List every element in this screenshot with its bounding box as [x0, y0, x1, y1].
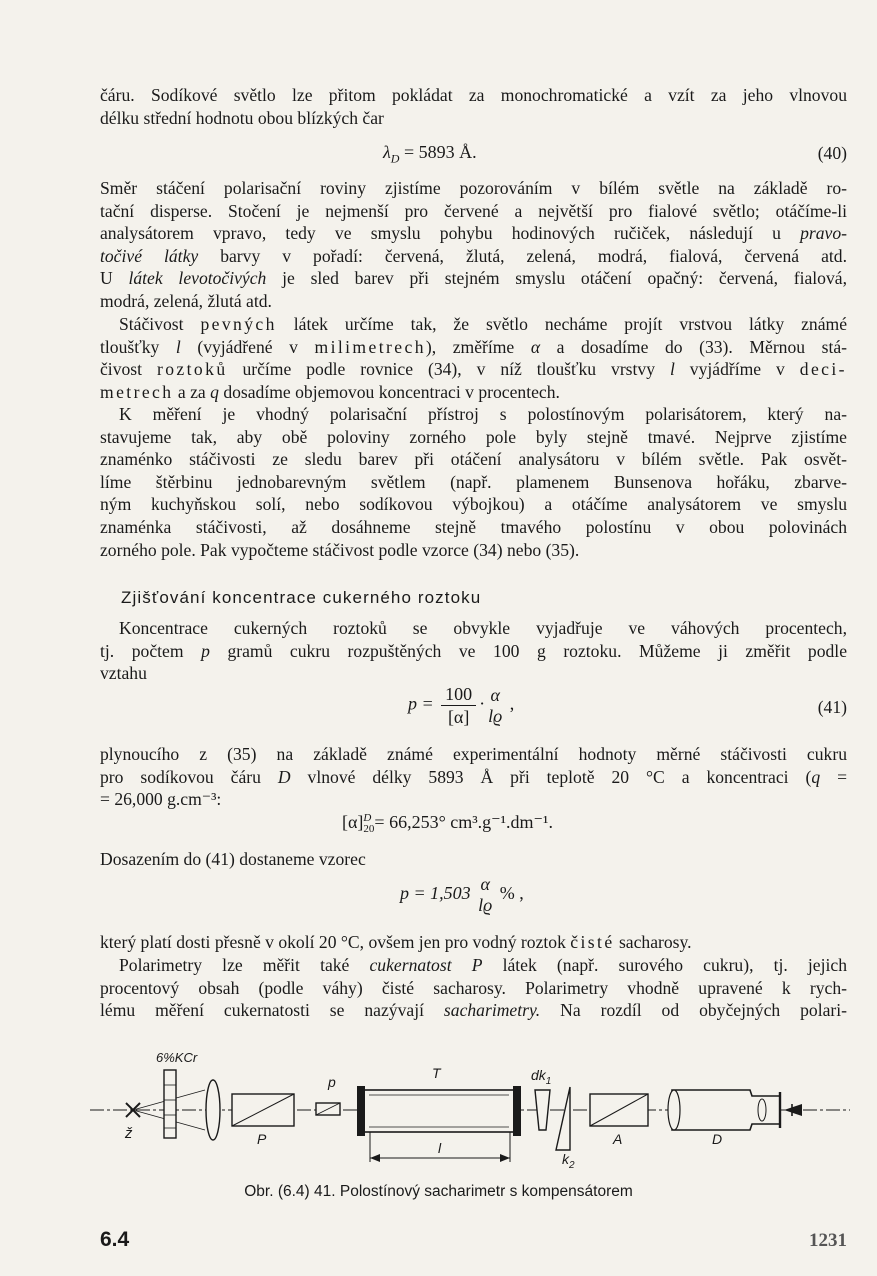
text-line: [100, 222, 847, 245]
text-line: délku střední hodnotu obou blízkých čar: [100, 107, 384, 128]
text-line: Koncentrace cukerných roztoků se obvykle vyjadřuje ve váhových procentech,: [119, 618, 847, 638]
paragraph-7: [100, 848, 847, 871]
text-line: tační disperse. Stočení je nejmenší pro červené a největší pro fialové světlo; otáčíme-li: [100, 200, 847, 221]
text-span: barvy v pořadí: červená, žlutá, zelená, modrá, fialová, červená atd.: [220, 245, 847, 266]
spaced-text: pevných: [200, 314, 277, 334]
text-span: tloušťky: [100, 336, 160, 357]
fraction: [478, 874, 492, 916]
emphasis: točivé látky: [100, 245, 199, 266]
label-length: l: [438, 1140, 442, 1156]
text-span: (vyjádřené v: [197, 336, 298, 357]
spaced-text: metrech: [100, 381, 174, 402]
paragraph-3: [100, 313, 847, 403]
variable: q: [811, 766, 821, 787]
fraction: [488, 685, 502, 727]
label-source: ž: [125, 1125, 133, 1142]
denominator: lϱ: [488, 705, 503, 726]
text-line: [100, 358, 847, 381]
emphasis: sacharimetry.: [443, 1000, 541, 1021]
superscript: D: [363, 811, 372, 824]
label-half-shade: p: [328, 1074, 336, 1090]
text-span: Na rozdíl od obyčejných polari-: [560, 1000, 847, 1021]
label-telescope: D: [712, 1131, 723, 1147]
compensator-wedge-1: [535, 1090, 550, 1130]
section-heading: Zjišťování koncentrace cukerného roztoku: [121, 588, 482, 607]
telescope: [668, 1090, 792, 1130]
text-line: ným kuchyňskou solí, nebo sodíkovou výbojkou) a otáčíme analysátorem ve smyslu: [100, 494, 847, 515]
text-line: [100, 245, 847, 268]
equation-lhs: [α]: [342, 812, 364, 832]
variable: D: [277, 766, 291, 787]
paragraph-5: [100, 617, 847, 685]
text-span: je sled barev při stejném smyslu otáčení opačný: červená, fialová,: [282, 268, 847, 289]
text-line: [100, 640, 847, 663]
variable: α: [530, 336, 541, 357]
label-subscript: 2: [569, 1160, 575, 1170]
paragraph-8: [100, 931, 847, 954]
text-span: sacharosy.: [618, 932, 692, 952]
label-tube: T: [432, 1065, 441, 1081]
label-polarizer: P: [257, 1131, 267, 1147]
emphasis: látek levotočivých: [128, 268, 267, 289]
text-span: analysátorem vpravo, tedy ve smyslu pohybu hodinových ručiček, následují u: [100, 223, 781, 244]
denominator: [α]: [447, 707, 470, 727]
dot-operator: ·: [479, 693, 486, 714]
subscript: 20: [363, 822, 375, 835]
spaced-text: milimetrech: [314, 336, 426, 357]
text-span: a dosadíme do (33). Měrnou stá-: [556, 336, 848, 357]
text-span: dosadíme objemovou koncentraci v procentech.: [223, 381, 560, 402]
label-text: dk: [531, 1067, 546, 1083]
paragraph-2: [100, 177, 847, 313]
equation-number: (41): [817, 697, 847, 717]
equation-p: [400, 874, 524, 916]
section-number: 6.4: [100, 1228, 130, 1251]
subscript: D: [390, 151, 400, 166]
punctuation: ,: [509, 693, 515, 714]
variable: l: [175, 336, 181, 357]
spaced-text: roztoků: [156, 359, 228, 380]
text-line: líme štěrbinu jednobarevným světlem (např. plamenem Bunsenova hořáku, zbarve-: [100, 471, 847, 492]
text-line: vztahu: [100, 663, 147, 684]
variable: q: [210, 381, 219, 402]
equation-rhs: = 66,253° cm³.g⁻¹.dm⁻¹.: [374, 812, 553, 832]
text-line: zorného pole. Pak vypočteme stáčivost podle vzorce (34) nebo (35).: [100, 539, 580, 560]
observer-arrow: [784, 1104, 802, 1116]
label-text: k: [562, 1151, 569, 1167]
spaced-text: deci-: [799, 359, 847, 380]
text-span: tj. počtem: [100, 640, 184, 661]
equation-lhs: p =: [408, 693, 434, 714]
text-span: Polarimetry lze měřit také: [119, 955, 350, 975]
text-span: vlnové délky 5893 Å při teplotě 20 °C a koncentraci (: [307, 766, 812, 787]
text-line: K měření je vhodný polarisační přístroj s polostínovým polarisátorem, který na-: [119, 404, 847, 424]
text-line: procentový obsah (podle váhy) čisté sacharosy. Polarimetry vhodně upravené k rych-: [100, 977, 847, 998]
text-span: =: [837, 766, 848, 787]
polarizer-prism: [232, 1094, 294, 1126]
text-span: určíme podle rovnice (34), v níž tloušťku vrstvy: [242, 359, 656, 380]
label-analyzer: A: [613, 1131, 623, 1147]
label-compensator-2: [562, 1151, 575, 1170]
text-line: [100, 766, 847, 789]
numerator: α: [490, 684, 500, 705]
label-compensator-1: [531, 1067, 551, 1087]
figure-caption: Obr. (6.4) 41. Polostínový sacharimetr s kompensátorem: [244, 1183, 633, 1200]
variable: l: [669, 359, 675, 380]
saccharimeter-diagram: [80, 1040, 860, 1170]
text-span: gramů cukru rozpuštěných ve 100 g roztoku. Můžeme ji změřit podle: [227, 640, 848, 661]
equation-specific-rotation: [342, 812, 553, 835]
text-line: stavujeme tak, aby obě poloviny zorného pole byly stejně tmavé. Nejprve zjistíme: [100, 426, 847, 447]
compensator-wedge-2: [556, 1087, 570, 1150]
condenser-lens: [206, 1080, 220, 1140]
text-line: modrá, zelená, žlutá atd.: [100, 290, 272, 311]
text-line: plynoucího z (35) na základě známé experimentální hodnoty měrné stáčivosti cukru: [100, 744, 847, 764]
text-span: a za: [177, 381, 206, 402]
emphasis: pravo-: [800, 223, 847, 244]
equation-lhs: p = 1,503: [400, 883, 471, 904]
text-span: Stáčivost: [119, 314, 184, 334]
filter-cuvette: [164, 1070, 176, 1138]
fraction: [441, 683, 476, 728]
paragraph-4: [100, 403, 847, 561]
analyzer-prism: [590, 1094, 648, 1126]
text-line: čáru. Sodíkové světlo lze přitom pokládat za monochromatické a vzít za jeho vlnovou: [100, 85, 847, 105]
emphasis: cukernatost P: [369, 955, 483, 975]
denominator: lϱ: [478, 895, 493, 915]
text-span: lému měření cukernatosti se nazývají: [100, 1000, 424, 1021]
equation-rhs: % ,: [499, 883, 524, 904]
text-span: čivost: [100, 359, 143, 380]
text-line: [100, 267, 847, 290]
numerator: α: [480, 874, 490, 894]
text-line: [100, 381, 847, 404]
text-span: vyjádříme v: [689, 359, 785, 380]
paragraph-6: [100, 743, 847, 811]
paragraph-9: [100, 954, 847, 1022]
text-span: látek (např. surového cukru), tj. jejich: [502, 955, 847, 975]
variable: p: [201, 640, 210, 661]
text-span: U: [100, 268, 113, 289]
text-span: který platí dosti přesně v okolí 20 °C, ovšem jen pro vodný roztok: [100, 932, 566, 952]
text-line: [100, 999, 847, 1022]
page-number: 1231: [809, 1230, 847, 1251]
text-span: pro sodíkovou čáru: [100, 766, 261, 787]
equation-40: [383, 142, 477, 167]
polarimeter-tube: [357, 1086, 521, 1136]
equation-number: (40): [817, 143, 847, 163]
text-line: = 26,000 g.cm⁻³:: [100, 789, 222, 810]
equation-value: = 5893 Å.: [403, 142, 477, 162]
text-line: Směr stáčení polarisační roviny zjistíme pozorováním v bílém světle na základě ro-: [100, 178, 847, 198]
text-line: znaménko stáčivosti ze sledu barev při otáčení analysátoru v bílém světle. Pak osvět-: [100, 449, 847, 470]
label-filter: 6%KCr: [156, 1050, 198, 1065]
text-line: [100, 313, 847, 336]
label-subscript: 1: [545, 1076, 552, 1087]
text-line: [100, 336, 847, 359]
text-line: [100, 931, 847, 954]
text-line: [100, 954, 847, 977]
text-line: znaménka stáčivosti, až dosáhneme stejně tmavého polostínu v obou polovinách: [100, 516, 847, 537]
half-shade-plate: [316, 1103, 340, 1115]
lambda-symbol: λ: [383, 142, 391, 162]
text-line: Dosazením do (41) dostaneme vzorec: [100, 849, 366, 869]
text-span: ), změříme: [425, 336, 515, 357]
paragraph-1: [100, 84, 847, 129]
equation-41: [408, 683, 514, 728]
numerator: 100: [441, 683, 476, 706]
spaced-text: čisté: [570, 932, 615, 952]
text-span: látek určíme tak, že světlo necháme projít vrstvou látky známé: [293, 314, 848, 334]
